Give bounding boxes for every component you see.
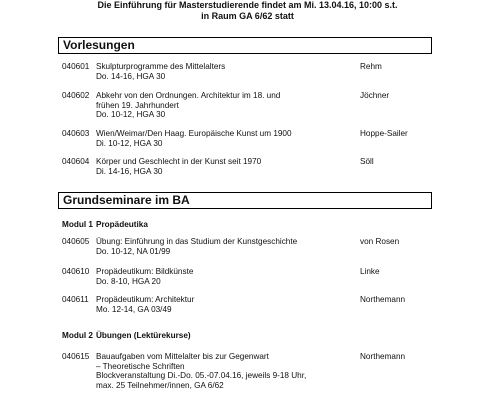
- course-number: 040603: [62, 129, 90, 138]
- course-line: Wien/Weimar/Den Haag. Europäische Kunst um 1900: [96, 129, 292, 138]
- course-line: Übung: Einführung in das Studium der Kunstgeschichte: [96, 237, 298, 246]
- notice: [0, 0, 495, 22]
- course-number: 040601: [62, 62, 90, 71]
- course-instructor: Northemann: [360, 352, 406, 361]
- course-line: Bauaufgaben vom Mittelalter bis zur Gegenwart: [96, 352, 269, 361]
- notice-line-1: Die Einführung für Masterstudierende findet am Mi. 13.04.16, 10:00 s.t.: [97, 0, 398, 10]
- course-line: Abkehr von den Ordnungen. Architektur im 18. und: [96, 91, 281, 100]
- section-header-vorlesungen: [58, 37, 432, 54]
- course-title: [96, 267, 326, 286]
- course-line: max. 25 Teilnehmer/innen, GA 6/62: [96, 380, 224, 390]
- course-line: Do. 10-12, HGA 30: [96, 110, 166, 120]
- course-line: Körper und Geschlecht in der Kunst seit 1970: [96, 157, 262, 166]
- course-line: Mo. 12-14, GA 03/49: [96, 304, 172, 314]
- course-line: Do. 8-10, HGA 20: [96, 276, 161, 286]
- course-title: [96, 237, 326, 256]
- section-title: Grundseminare im BA: [63, 193, 190, 207]
- course-title: [96, 295, 326, 314]
- course-number: 040615: [62, 352, 90, 361]
- modul-name: Übungen (Lektürekurse): [96, 331, 191, 340]
- course-line: Propädeutikum: Bildkünste: [96, 267, 194, 276]
- modul-name: Propädeutika: [96, 220, 148, 229]
- modul-label: Modul 1: [62, 220, 93, 229]
- course-line: Di. 10-12, HGA 30: [96, 138, 163, 148]
- notice-line-2: in Raum GA 6/62 statt: [201, 11, 294, 21]
- course-line: Do. 14-16, HGA 30: [96, 71, 166, 81]
- course-number: 040610: [62, 267, 90, 276]
- course-number: 040605: [62, 237, 90, 246]
- course-line: – Theoretische Schriften: [96, 361, 185, 371]
- course-line: Do. 10-12, NA 01/99: [96, 246, 171, 256]
- section-header-grundseminare: [58, 192, 432, 209]
- course-instructor: Rehm: [360, 62, 382, 71]
- course-line: Skulpturprogramme des Mittelalters: [96, 62, 226, 71]
- course-line: Propädeutikum: Architektur: [96, 295, 195, 304]
- course-title: [96, 352, 326, 390]
- course-title: [96, 157, 326, 176]
- course-title: [96, 129, 326, 148]
- course-instructor: Hoppe-Sailer: [360, 129, 408, 138]
- course-instructor: Jöchner: [360, 91, 390, 100]
- course-line: Di. 14-16, HGA 30: [96, 166, 163, 176]
- course-instructor: Northemann: [360, 295, 406, 304]
- course-title: [96, 62, 326, 81]
- section-title: Vorlesungen: [63, 38, 135, 52]
- course-instructor: von Rosen: [360, 237, 400, 246]
- course-instructor: Söll: [360, 157, 374, 166]
- course-number: 040611: [62, 295, 89, 304]
- course-line: frühen 19. Jahrhundert: [96, 100, 179, 110]
- course-instructor: Linke: [360, 267, 380, 276]
- modul-label: Modul 2: [62, 331, 93, 340]
- course-number: 040602: [62, 91, 90, 100]
- course-number: 040604: [62, 157, 90, 166]
- course-line: Blockveranstaltung Di.-Do. 05.-07.04.16, jeweils 9-18 Uhr,: [96, 371, 307, 381]
- course-title: [96, 91, 326, 120]
